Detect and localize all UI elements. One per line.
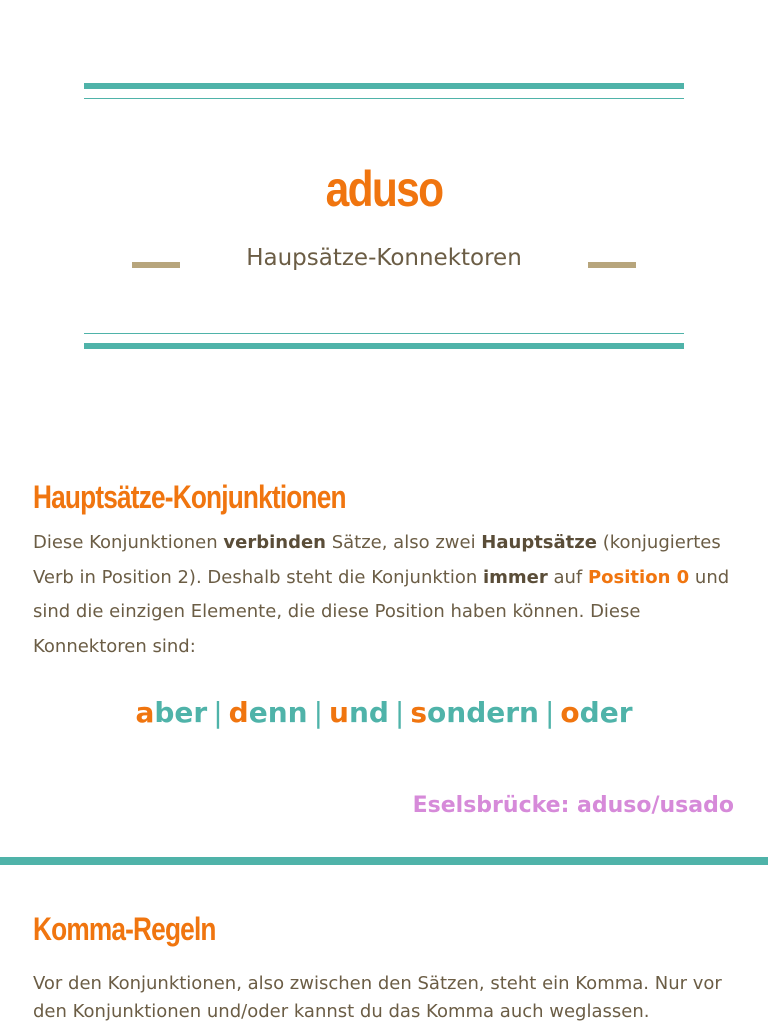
page-title: aduso	[325, 161, 443, 217]
connector-word	[135, 696, 207, 729]
connector-initial: a	[135, 696, 155, 729]
mnemonic-note: Eselsbrücke: aduso/usado	[412, 793, 734, 818]
connector-rest: enn	[248, 696, 308, 729]
text-segment: Diese Konjunktionen	[33, 532, 224, 553]
text-segment: (konjugiertes Verb in Position 2). Deshalb steht die Konjunktion	[33, 532, 721, 588]
connector-separator: |	[394, 696, 405, 729]
connector-rest: nd	[348, 696, 389, 729]
connector-word	[560, 696, 632, 729]
header-bottom-thin-rule	[84, 333, 684, 334]
connector-word	[329, 696, 389, 729]
connector-initial: s	[410, 696, 428, 729]
connector-initial: u	[329, 696, 349, 729]
text-highlight: Position 0	[587, 566, 690, 588]
connector-list	[0, 696, 768, 729]
connector-rest: ber	[154, 696, 208, 729]
text-emphasis: Hauptsätze	[481, 532, 597, 553]
connector-separator: |	[544, 696, 555, 729]
text-segment: Sätze, also zwei	[325, 532, 482, 553]
section-paragraph-hauptsaetze	[33, 526, 733, 664]
connector-initial: d	[228, 696, 249, 729]
connector-rest: der	[579, 696, 633, 729]
text-emphasis: immer	[482, 566, 548, 588]
connector-initial: o	[560, 696, 580, 729]
header-bottom-thick-rule	[84, 343, 684, 349]
subtitle-right-dash	[588, 262, 636, 268]
connector-word	[229, 696, 308, 729]
page-subtitle: Haupsätze-Konnektoren	[246, 245, 522, 271]
text-segment: auf	[547, 566, 588, 588]
header-top-thick-rule	[84, 83, 684, 89]
subtitle-row	[0, 245, 768, 281]
connector-separator: |	[313, 696, 323, 729]
section-heading-hauptsaetze: Hauptsätze-Konjunktionen	[33, 479, 346, 515]
section-divider	[0, 857, 768, 865]
connector-word	[410, 696, 539, 729]
header-top-thin-rule	[84, 98, 684, 99]
section-paragraph-komma-regeln: Vor den Konjunktionen, also zwischen den Sätzen, steht ein Komma. Nur vor den Konjunktionen und/oder kannst du das Komma auch weglassen.	[33, 973, 722, 1022]
text-segment: und sind die einzigen Elemente, die diese Position haben können. Diese Konnektoren sind:	[33, 566, 730, 657]
connector-separator: |	[213, 696, 223, 729]
text-emphasis: verbinden	[223, 532, 326, 553]
section-heading-komma-regeln: Komma-Regeln	[33, 911, 216, 947]
connector-rest: ondern	[427, 696, 539, 729]
